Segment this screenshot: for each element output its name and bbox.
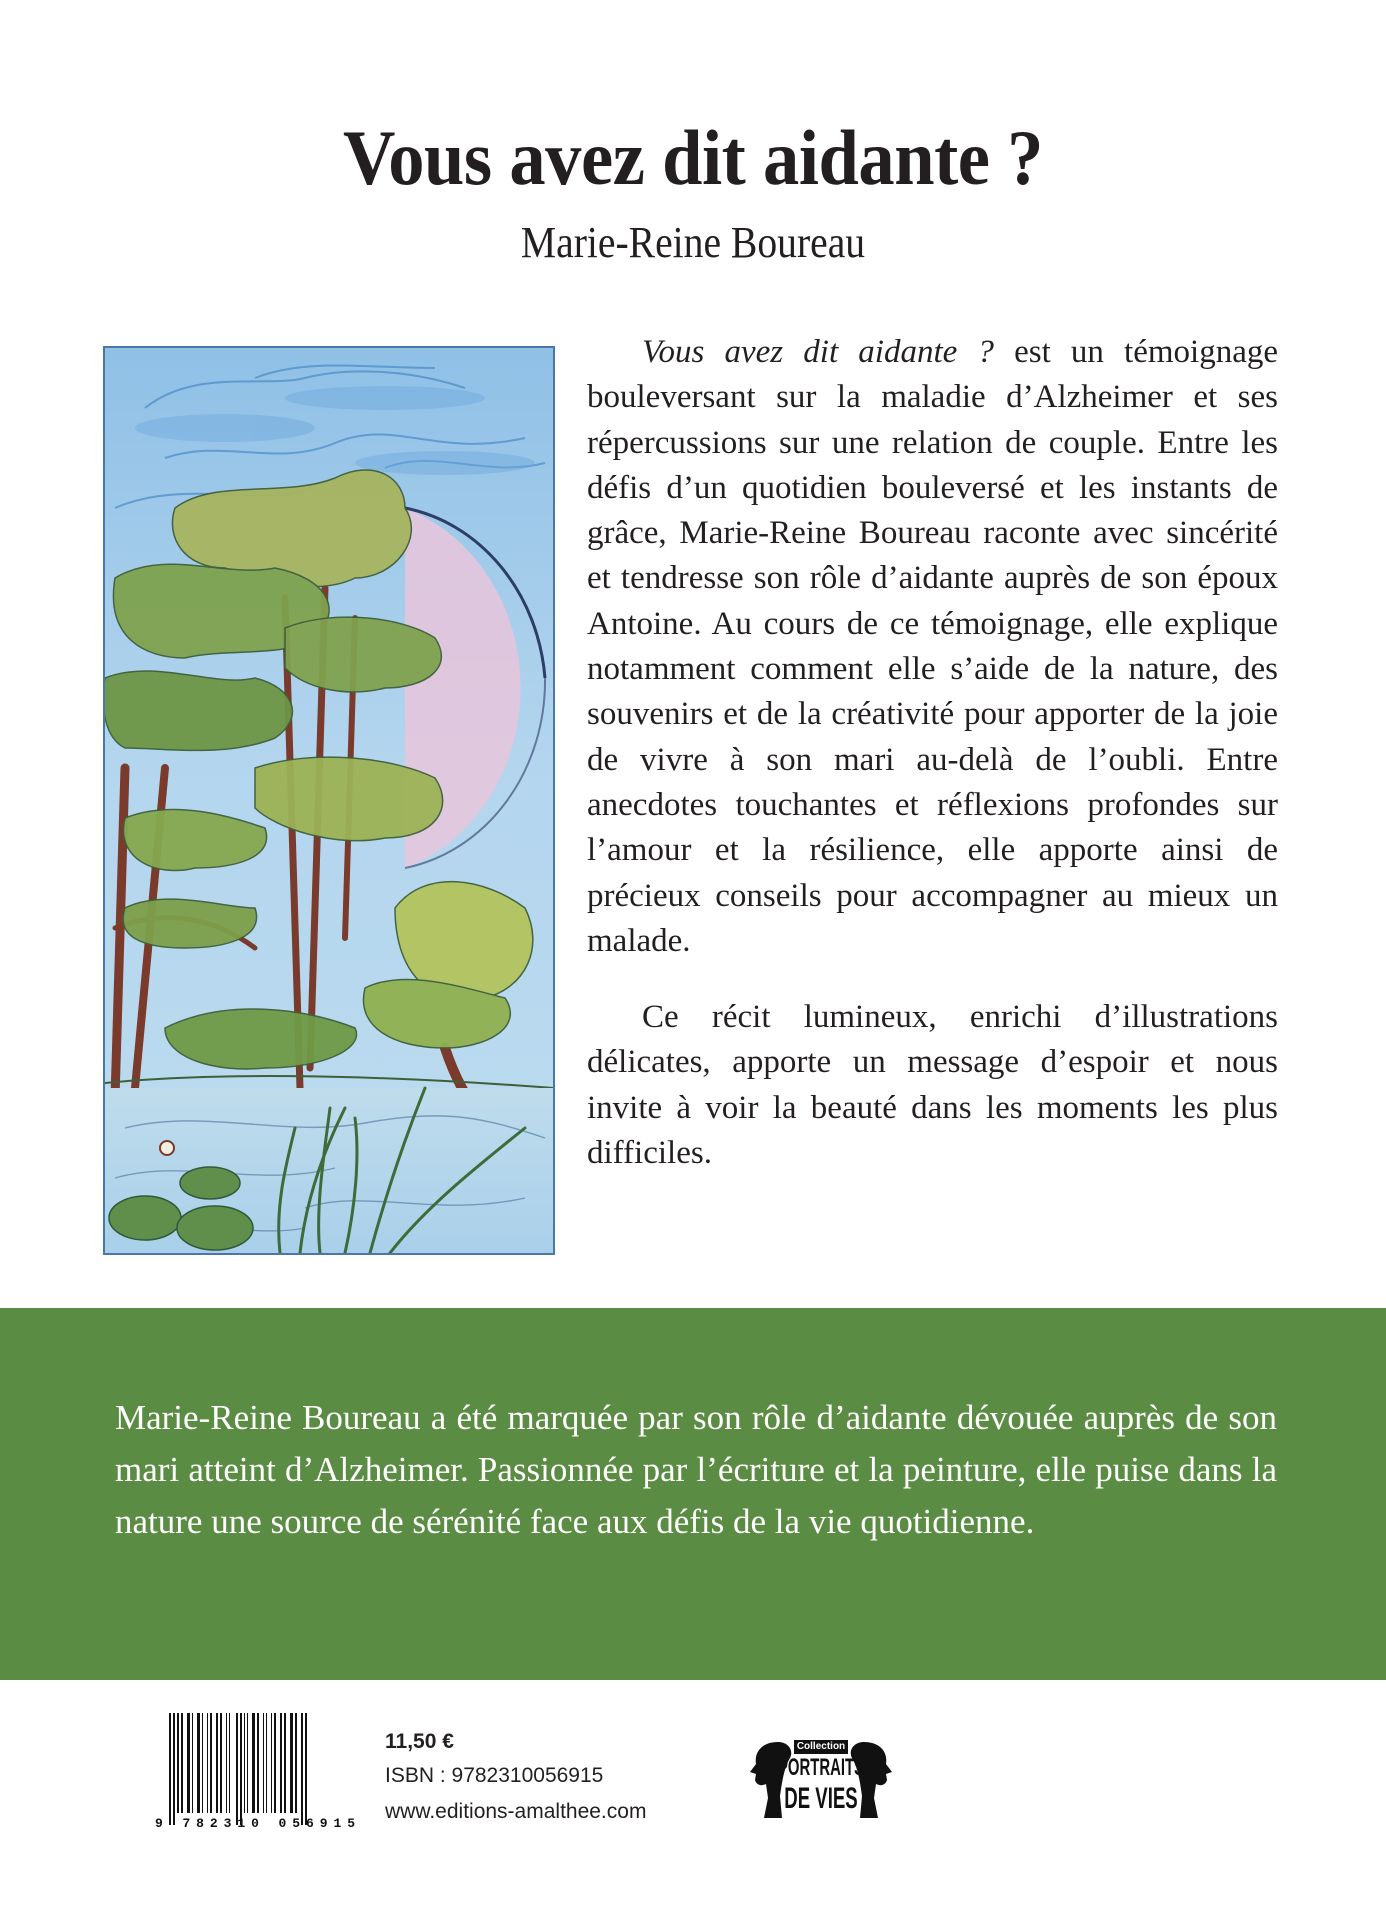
collection-tag: Collection [794, 1740, 848, 1754]
collection-name-line2: DE VIES [784, 1782, 858, 1815]
author-bio-text: Marie-Reine Boureau a été marquée par son rôle d’aidante dévouée auprès de son mari atteint d’Alzheimer. Passionnée par l’écriture et la peinture, elle puise dans la nature une source de sérénité face aux défis de la vie quotidienne. [115, 1398, 1277, 1541]
isbn-barcode [155, 1713, 358, 1830]
pond-trees-painting-image [105, 348, 553, 1253]
blurb-text: Ce récit lumineux, enrichi d’illustrations délicates, apporte un message d’espoir et nous invite à voir la beauté dans les moments les plus difficiles. [587, 999, 1278, 1172]
blurb-text: est un témoignage bouleversant sur la maladie d’Alzheimer et ses répercussions sur une relation de couple. Entre les défis d’un quotidien bouleversé et les instants de grâce, Marie-Reine Boureau raconte avec sincérité et tendresse son rôle d’aidante auprès de son époux Antoine. Au cours de ce témoignage, elle explique notamment comment elle s’aide de la nature, des souvenirs et de la créativité pour apporter de la joie de vivre à son mari au-delà de l’oubli. Entre anecdotes touchantes et réflexions profondes sur l’amour et la résilience, elle apporte ainsi de précieux conseils pour accompagner au mieux un malade. [587, 334, 1278, 959]
barcode-icon [155, 1713, 358, 1830]
blurb-paragraph [587, 995, 1278, 1176]
book-title: Vous avez dit aidante ? [342, 114, 1043, 201]
isbn-number: ISBN : 9782310056915 [385, 1764, 604, 1787]
publisher-website: www.editions-amalthee.com [385, 1800, 647, 1823]
blurb-italic-title: Vous avez dit aidante ? [642, 334, 994, 370]
barcode-caption: 9 782310 056915 [155, 1816, 355, 1830]
back-cover-blurb [587, 330, 1278, 1176]
blurb-paragraph [587, 330, 1278, 964]
collection-logo [748, 1738, 894, 1820]
cover-illustration [103, 346, 555, 1255]
book-author: Marie-Reine Boureau [520, 218, 866, 267]
collection-name-line1: PORTRAITS [778, 1754, 864, 1781]
price: 11,50 € [385, 1730, 454, 1753]
